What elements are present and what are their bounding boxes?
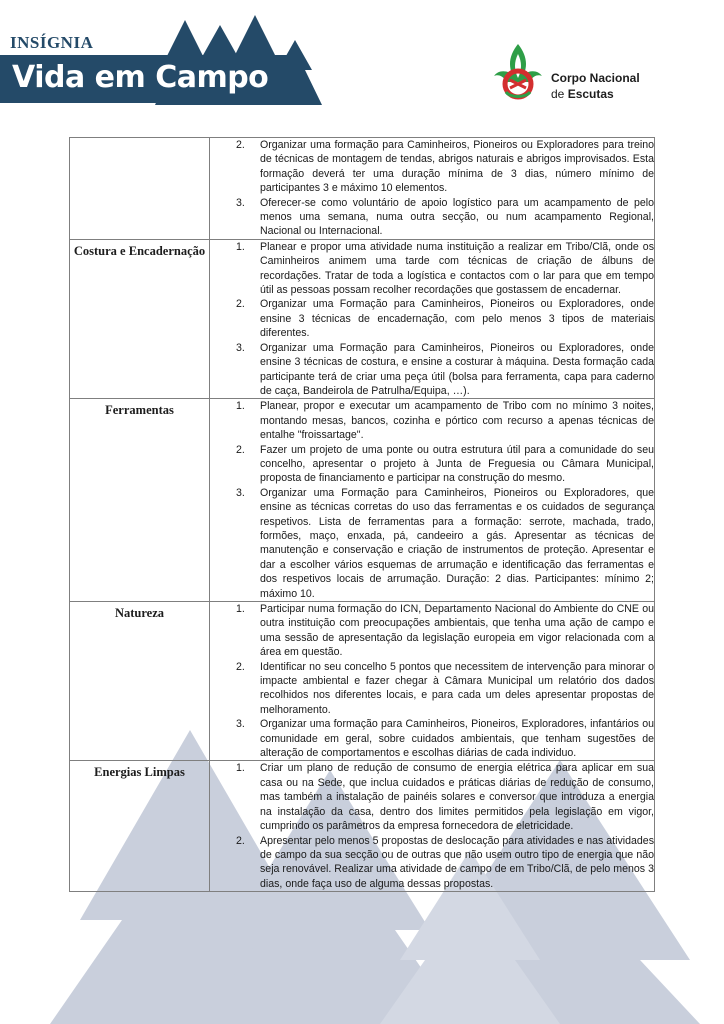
- item-number: 3.: [236, 486, 245, 499]
- item-text: Apresentar pelo menos 5 propostas de deslocação para atividades e nas atividades de campo da sua secção ou de outras que não usem outro tipo de energia que não seja renovável. Realizar uma atividade de campo de em Tribo/Clã, de pelo menos 3 dias, onde faça uso de alguma dessas propostas.: [260, 834, 654, 890]
- table-row: [70, 761, 655, 892]
- item-text: Criar um plano de redução de consumo de energia elétrica para aplicar em sua casa ou na Sede, que inclua cuidados e práticas diárias de redução de consumo, mas também a instalação de painéis solares e conversor que introduza a energia na instalação da casa, dentro dos limites permitidos pela legislação em vigor, cumprindo os parâmetros da empresa fornecedora de eletricidade.: [260, 762, 654, 833]
- topic-cell: Costura e Encadernação: [70, 239, 210, 398]
- item-text: Organizar uma formação para Caminheiros, Pioneiros, Exploradores, infantários ou comunidade em geral, sobre cuidados ambientais, que tenham sugestões de alteração de comportamentos e escolhas diárias de cada individuo.: [260, 718, 654, 760]
- fleur-de-lis-logo-icon: [488, 40, 548, 102]
- item-number: 1.: [236, 400, 245, 413]
- item-number: 2.: [236, 834, 245, 847]
- item-number: 3.: [236, 718, 245, 731]
- list-item: [210, 761, 654, 833]
- list-item: [210, 602, 654, 660]
- list-item: [210, 240, 654, 298]
- org-name-prefix: de: [551, 87, 568, 101]
- requirements-cell: [210, 138, 655, 240]
- topic-cell: Ferramentas: [70, 399, 210, 602]
- topic-cell: Natureza: [70, 602, 210, 761]
- requirements-cell: [210, 399, 655, 602]
- item-number: 3.: [236, 341, 245, 354]
- org-name-bold: Escutas: [567, 87, 614, 101]
- list-item: [210, 138, 654, 196]
- requirements-list: [210, 240, 654, 398]
- item-text: Planear, propor e executar um acampamento de Tribo com no mínimo 3 noites, montando mesas, bancos, cozinha e pórtico com recurso a apenas técnicas de entalhe "froissartage".: [260, 400, 654, 442]
- page-title: Vida em Campo: [12, 60, 269, 95]
- topic-cell: Energias Limpas: [70, 761, 210, 892]
- table-row: [70, 602, 655, 761]
- item-text: Organizar uma Formação para Caminheiros, Pioneiros ou Exploradores, onde ensine 3 técnicas de encadernação, com pelo menos 3 tipos de materiais diferentes.: [260, 298, 654, 340]
- requirements-cell: [210, 761, 655, 892]
- org-name-line1: Corpo Nacional: [551, 71, 640, 85]
- item-text: Identificar no seu concelho 5 pontos que necessitem de intervenção para minorar o impacte ambiental e fazer chegar à Câmara Municipal um relatório dos dados recolhidos nos diferentes locais, e para cada um deles apresentar propostas de melhoramento.: [260, 660, 654, 716]
- list-item: [210, 660, 654, 718]
- list-item: [210, 834, 654, 892]
- list-item: [210, 399, 654, 442]
- item-text: Organizar uma Formação para Caminheiros, Pioneiros ou Exploradores, que ensine as técnicas corretas do uso das ferramentas e os cuidados de segurança respetivos. Lista de ferramentas para a formação: serrote, machada, trado, formões, maço, enxada, pá, candeeiro a gás. Apresentar as técnicas de manutenção e conservação e criação de instrumentos de proteção. Apresentar e dar a escolher vários esquemas de arrumação e identificação das ferramentas e dos respetivos locais de arrumação. Duração: 2 dias. Participantes: mínimo 2; máximo 10.: [260, 486, 654, 600]
- item-text: Planear e propor uma atividade numa instituição a realizar em Tribo/Clã, onde os Caminheiros animem uma tarde com técnicas de criação de álbuns de recordações. Tratar de toda a logística e contactos com o lar para que em tempo útil as pessoas possam recolher recordações que gostassem de encadernar.: [260, 240, 654, 297]
- requirements-list: [210, 761, 654, 891]
- item-number: 2.: [236, 298, 245, 311]
- item-number: 1.: [236, 240, 245, 253]
- item-number: 2.: [236, 139, 245, 151]
- requirements-cell: [210, 239, 655, 398]
- item-number: 3.: [236, 196, 245, 209]
- item-number: 1.: [236, 603, 245, 615]
- topic-cell: [70, 138, 210, 240]
- item-number: 2.: [236, 660, 245, 673]
- list-item: [210, 486, 654, 601]
- item-text: Participar numa formação do ICN, Departamento Nacional do Ambiente do CNE ou outra instituição com preocupações ambientais, que tenha uma ação de campo e uma sessão de apresentação da legislação europeia em vigor relacionada com a área em questão.: [260, 603, 654, 659]
- list-item: [210, 443, 654, 486]
- requirements-list: [210, 138, 654, 239]
- page-header: [0, 0, 724, 120]
- table-row: [70, 399, 655, 602]
- requirements-list: [210, 602, 654, 760]
- requirements-list: [210, 399, 654, 601]
- list-item: [210, 196, 654, 239]
- item-text: Organizar uma Formação para Caminheiros, Pioneiros ou Exploradores, onde ensine 3 técnicas de costura, e ensine a costurar à máquina. Desta formação cada participante terá de criar uma peça útil (bolsa para ferramenta, capa para caderno de caça, Bandeirola de Patrulha/Equipa, …).: [260, 341, 654, 397]
- requirements-cell: [210, 602, 655, 761]
- item-text: Oferecer-se como voluntário de apoio logístico para um acampamento de pelo menos uma semana, numa outra secção, ou num acampamento Regional, Nacional ou Internacional.: [260, 196, 654, 238]
- item-text: Organizar uma formação para Caminheiros, Pioneiros ou Exploradores para treino de técnicas de montagem de tendas, abrigos naturais e abrigos improvisados. Esta formação deverá ter uma duração mínima de 3 dias, número mínimo de participantes 3 e máximo 10 elementos.: [260, 139, 654, 195]
- badge-label: INSÍGNIA: [10, 33, 94, 52]
- list-item: [210, 341, 654, 399]
- activities-table: [69, 137, 655, 892]
- item-number: 2.: [236, 443, 245, 456]
- table-row: [70, 239, 655, 398]
- table-row: [70, 138, 655, 240]
- org-name-line2: [551, 87, 614, 102]
- list-item: [210, 717, 654, 760]
- item-number: 1.: [236, 762, 245, 775]
- activities-table-body: [70, 138, 655, 892]
- item-text: Fazer um projeto de uma ponte ou outra estrutura útil para a comunidade do seu concelho, apresentar o projeto à Junta de Freguesia ou Câmara Municipal, proposta de financiamento e participar na construção do mesmo.: [260, 443, 654, 485]
- list-item: [210, 297, 654, 340]
